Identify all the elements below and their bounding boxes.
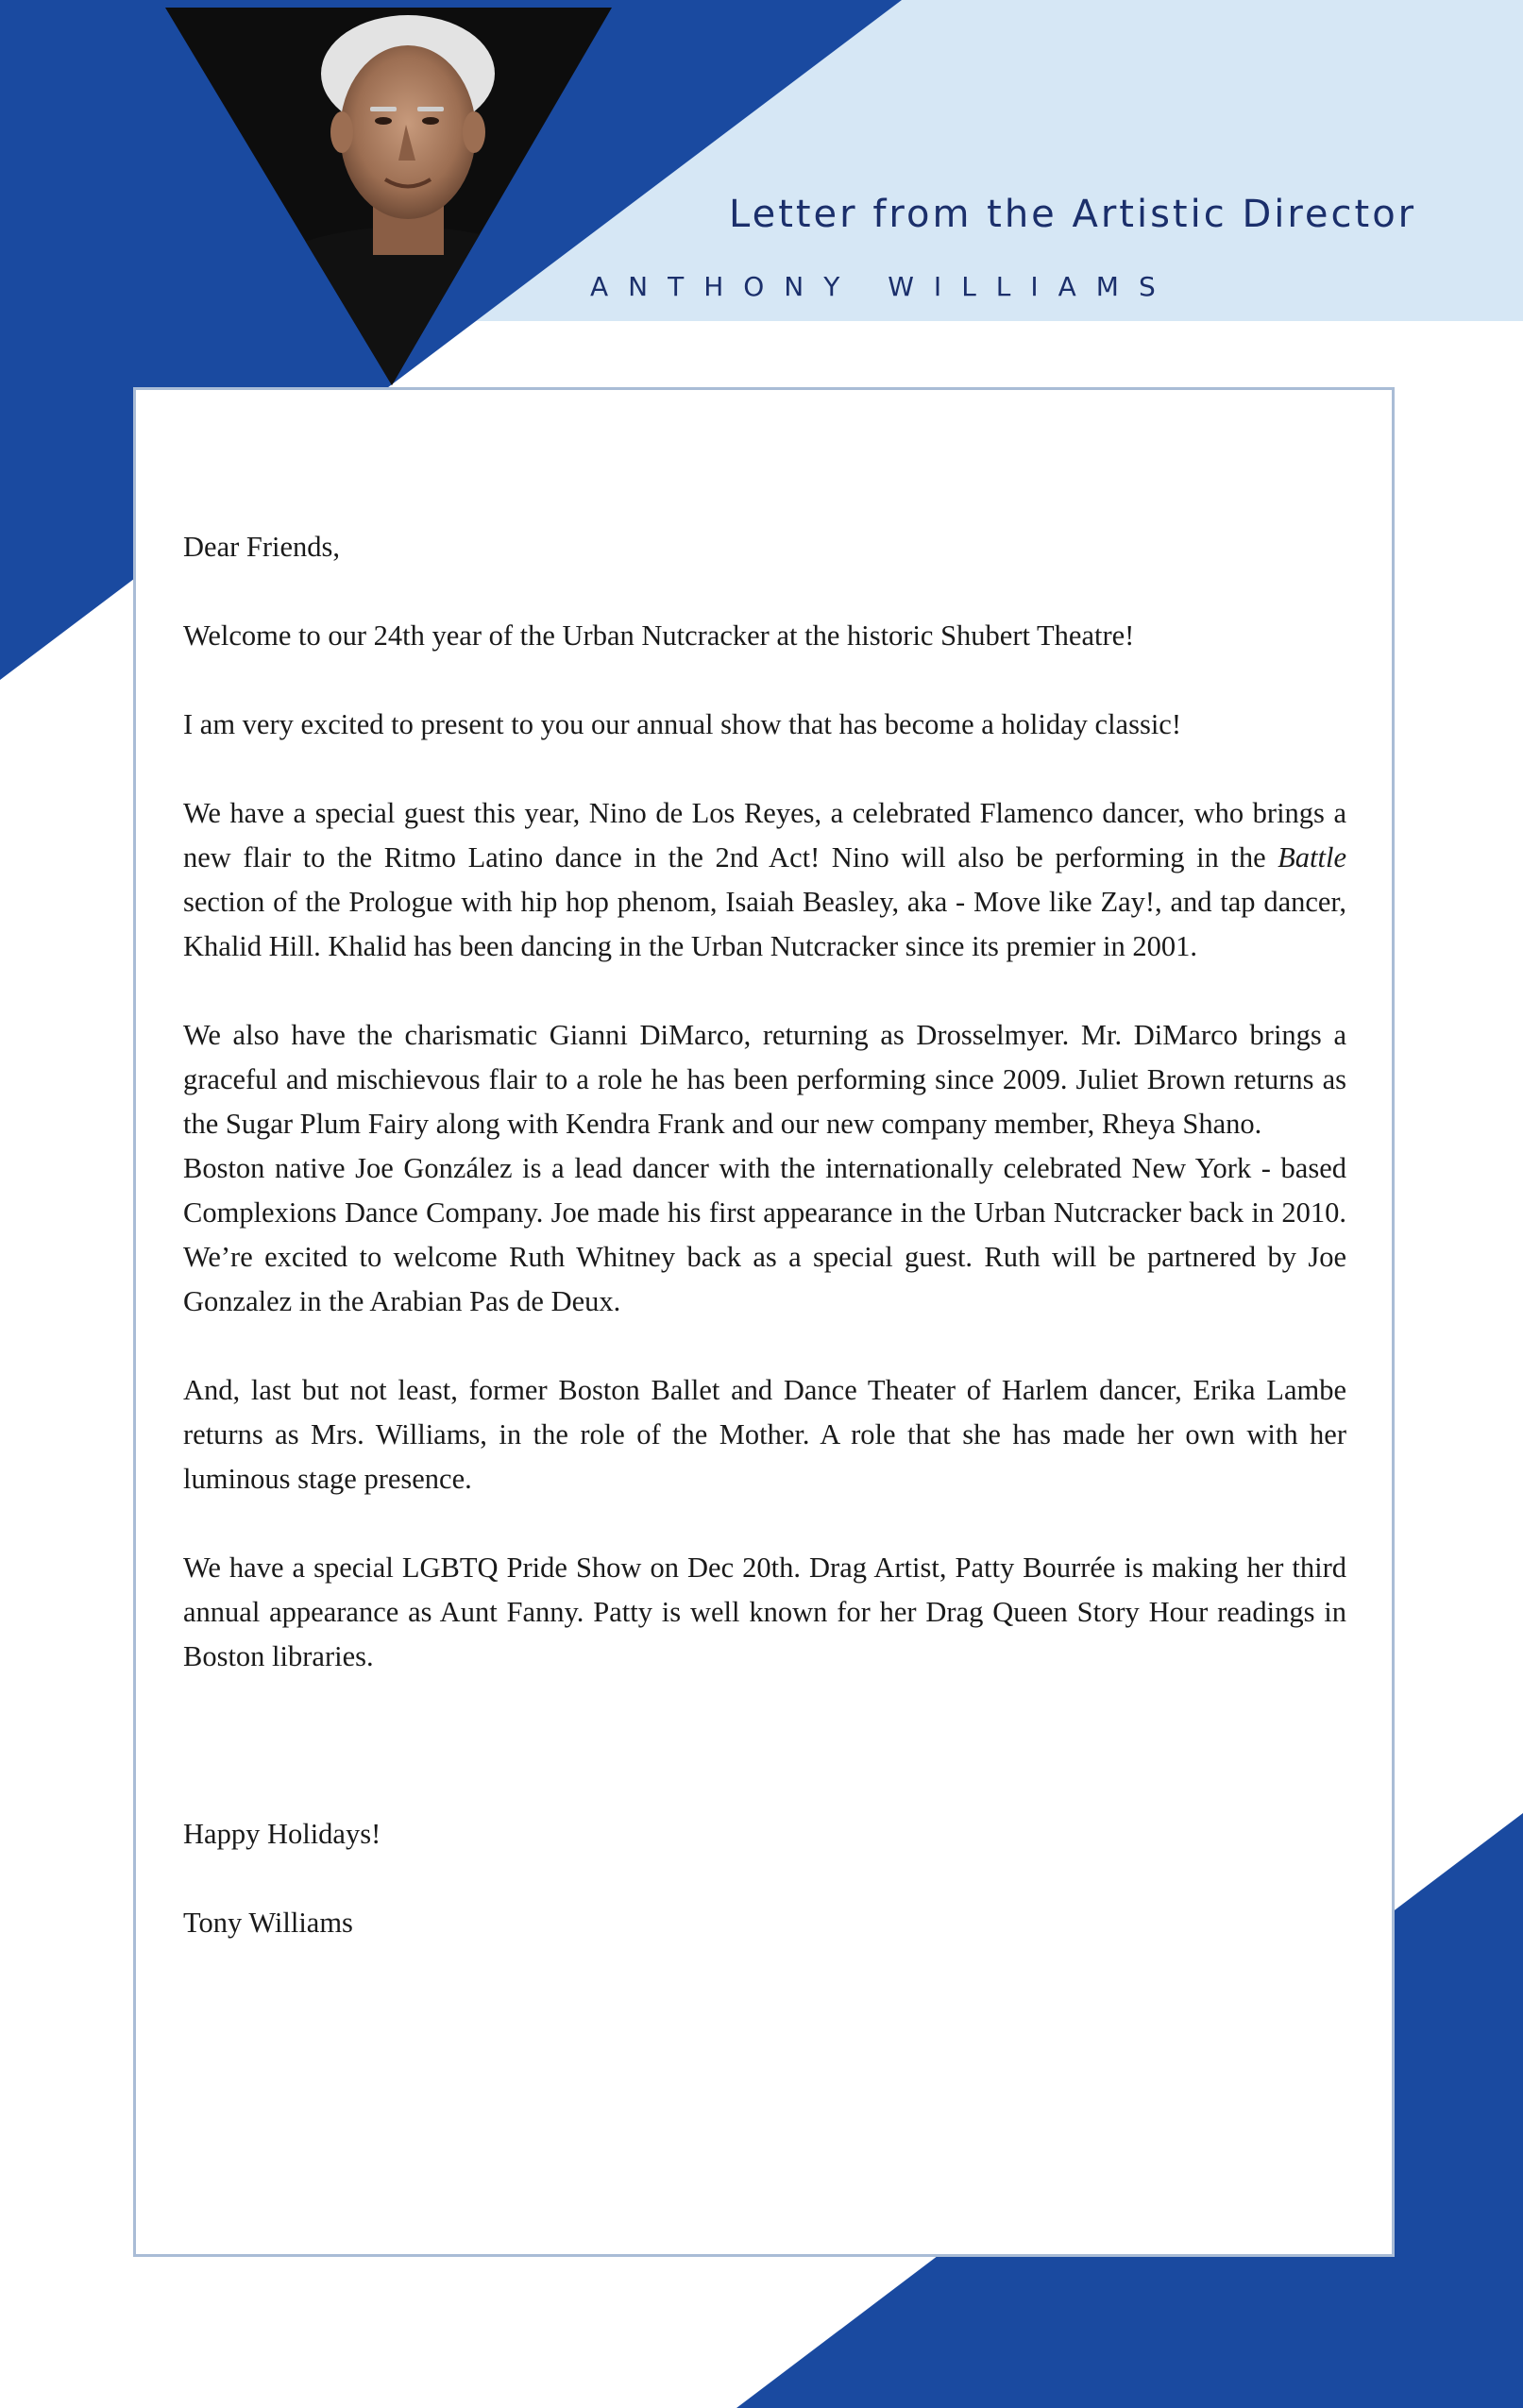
- letter-body: [183, 525, 1346, 1990]
- page-title: Letter from the Artistic Director: [729, 193, 1417, 236]
- closing: Happy Holidays!: [183, 1818, 381, 1850]
- director-name: ANTHONY WILLIAMS: [590, 271, 1176, 302]
- paragraph-special-guest-part1: We have a special guest this year, Nino de Los Reyes, a celebrated Flamenco dancer, who brings a new flair to the Ritmo Latino dance in the 2nd Act! Nino will also be performing in the: [183, 797, 1346, 873]
- paragraph-pride-show: We have a special LGBTQ Pride Show on Dec 20th. Drag Artist, Patty Bourrée is making her third annual appearance as Aunt Fanny. Patty is well known for her Drag Queen Story Hour readings in Boston libraries.: [183, 1552, 1346, 1672]
- paragraph-joe-gonzalez: Boston native Joe González is a lead dancer with the internationally celebrated New York - based Complexions Dance Company. Joe made his first appearance in the Urban Nutcracker back in 2010. We’re excited to welcome Ruth Whitney back as a special guest. Ruth will be partnered by Joe Gonzalez in the Arabian Pas de Deux.: [183, 1152, 1346, 1317]
- paragraph-welcome: Welcome to our 24th year of the Urban Nutcracker at the historic Shubert Theatre!: [183, 619, 1135, 652]
- salutation: Dear Friends,: [183, 531, 341, 563]
- paragraph-intro: I am very excited to present to you our annual show that has become a holiday classic!: [183, 708, 1182, 740]
- paragraph-drosselmyer: We also have the charismatic Gianni DiMarco, returning as Drosselmyer. Mr. DiMarco brings a graceful and mischievous flair to a role he has been performing since 2009. Juliet Brown returns as the Sugar Plum Fairy along with Kendra Frank and our new company member, Rheya Shano.: [183, 1019, 1346, 1140]
- paragraph-special-guest-part2: section of the Prologue with hip hop phenom, Isaiah Beasley, aka - Move like Zay!, and tap dancer, Khalid Hill. Khalid has been dancing in the Urban Nutcracker since its premier in 2001.: [183, 886, 1346, 962]
- signature: Tony Williams: [183, 1907, 353, 1939]
- paragraph-erika-lambe: And, last but not least, former Boston Ballet and Dance Theater of Harlem dancer, Erika Lambe returns as Mrs. Williams, in the role of the Mother. A role that she has made her own with her luminous stage presence.: [183, 1374, 1346, 1495]
- battle-italic: Battle: [1278, 841, 1346, 873]
- paragraph-special-guest: [183, 791, 1346, 969]
